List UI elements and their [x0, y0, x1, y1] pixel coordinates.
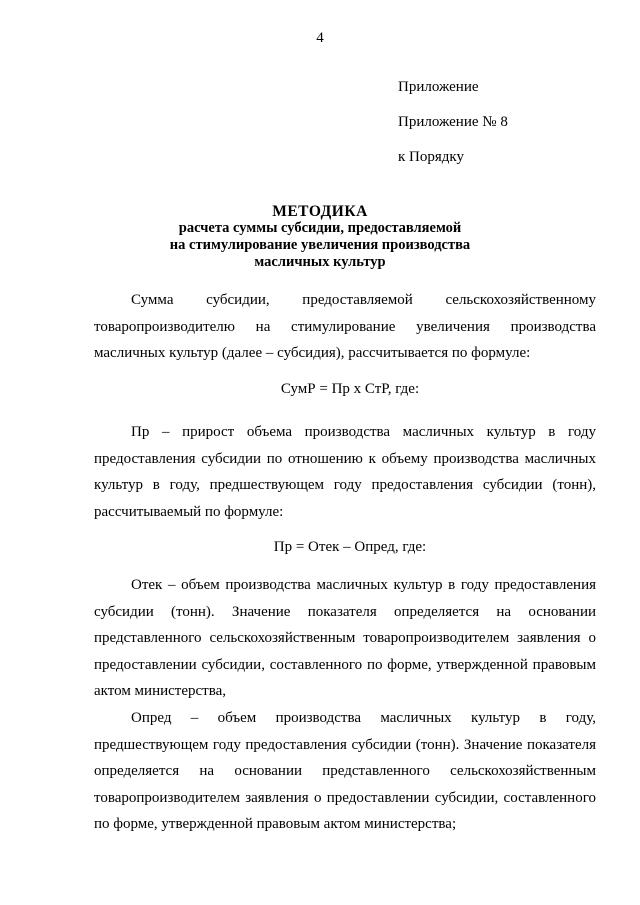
appendix-label: Приложение	[398, 79, 479, 95]
paragraph-2-text: Пр – прирост объема производства масличных культур в году предоставления субсидии по отношению к объему производства масличных культур в году, предшествующем году предоставления субсидии (тонн), рассчитываемый по формуле:	[94, 424, 596, 520]
formula-increase: Пр = Отек – Опред, где:	[273, 539, 427, 555]
document-title	[60, 203, 580, 271]
paragraph-4-text: Опред – объем производства масличных культур в году, предшествующем году предоставления субсидии (тонн). Значение показателя определяется на основании представленного сельскохозяйственным товаропроизводителем заявления о предоставлении субсидии, составленного по форме, утвержденной правовым актом министерства;	[94, 710, 596, 832]
title-line-1: расчета суммы субсидии, предоставляемой	[178, 220, 462, 236]
formula-sum: СумР = Пр х СтР, где:	[280, 381, 420, 397]
appendix-number: Приложение № 8	[398, 114, 508, 130]
title-line-3: масличных культур	[254, 254, 386, 270]
appendix-reference: к Порядку	[398, 149, 464, 165]
title-main: МЕТОДИКА	[272, 203, 368, 220]
paragraph-1-text: Сумма субсидии, предоставляемой сельскохозяйственному товаропроизводителю на стимулирование увеличения производства масличных культур (далее – субсидия), рассчитывается по формуле:	[94, 292, 596, 361]
paragraph-3	[94, 572, 596, 705]
paragraph-4	[94, 705, 596, 838]
paragraph-3-text: Отек – объем производства масличных культур в году предоставления субсидии (тонн). Значение показателя определяется на основании представленного сельскохозяйственным товаропроизводителем заявления о предоставлении субсидии, составленного по форме, утвержденной правовым актом министерства,	[94, 577, 596, 699]
paragraph-1	[94, 287, 596, 367]
title-line-2: на стимулирование увеличения производства	[169, 237, 471, 253]
page-number: 4	[316, 30, 324, 46]
paragraph-2	[94, 419, 596, 525]
